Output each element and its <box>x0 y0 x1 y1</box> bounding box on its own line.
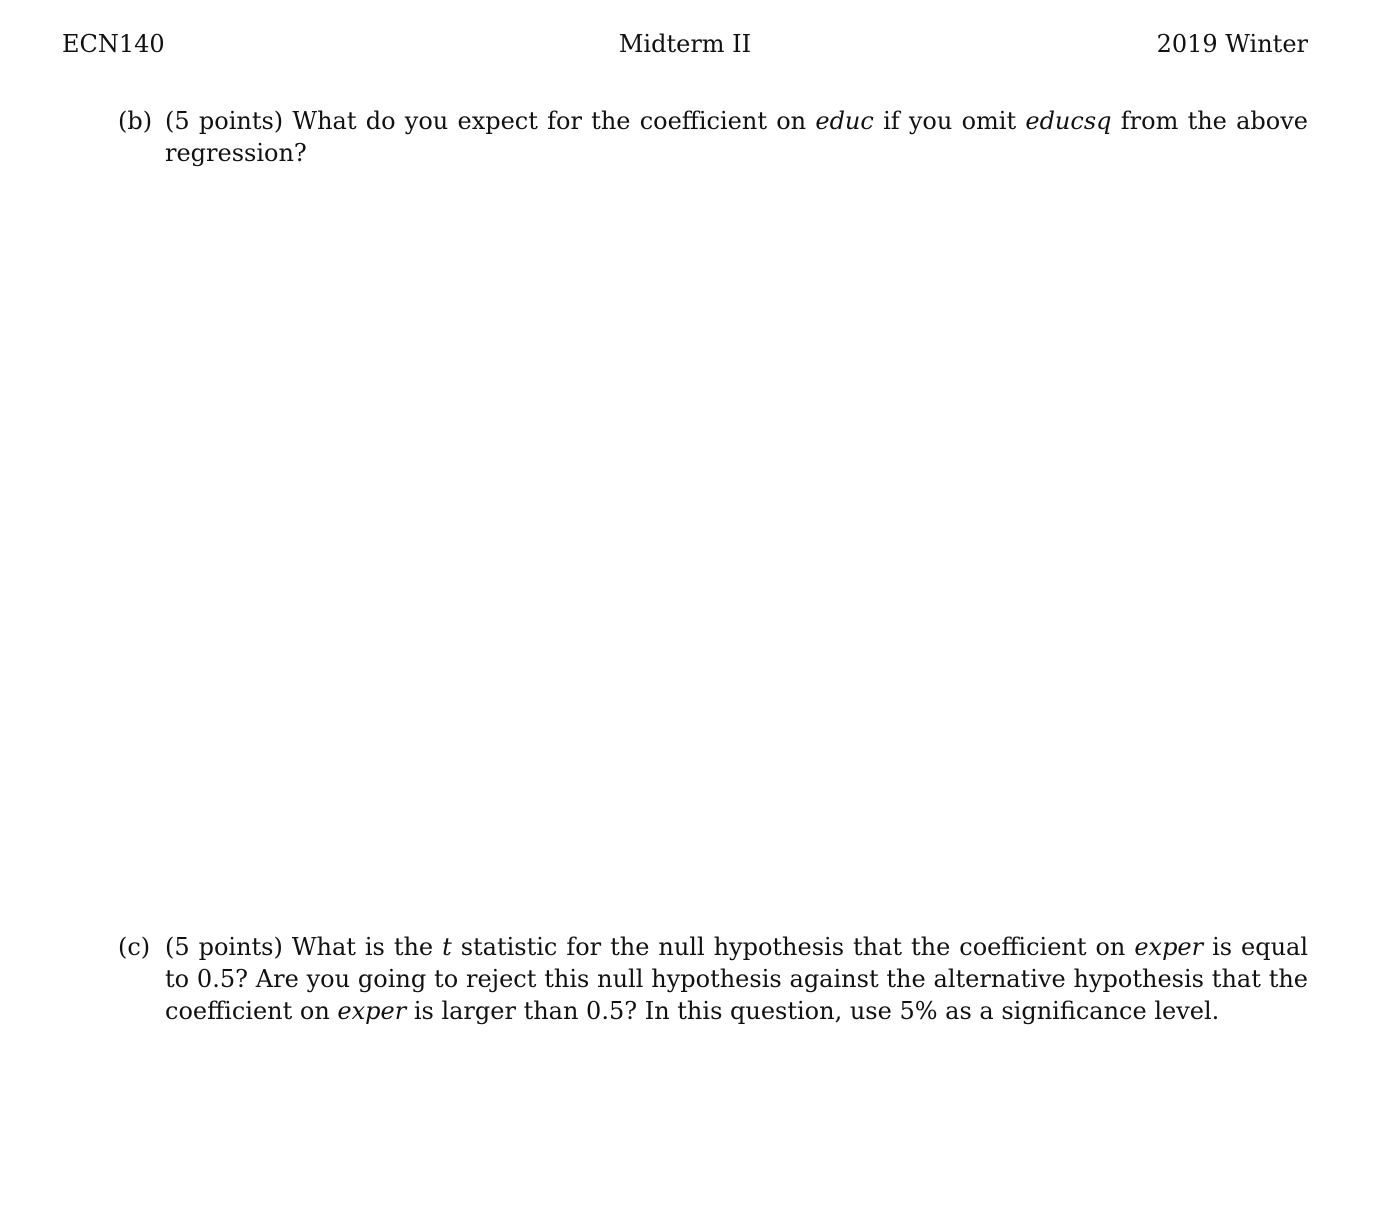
exam-term: 2019 Winter <box>1156 30 1308 58</box>
course-code: ECN140 <box>62 30 165 58</box>
question-text <box>165 931 1308 1027</box>
question-part: What do you expect for the coefficient on <box>283 107 816 135</box>
question-points: (5 points) <box>165 107 284 135</box>
question-part: is larger than 0.5? In this question, use 5% as a significance level. <box>406 997 1220 1025</box>
question-b <box>118 105 1308 169</box>
question-c <box>118 931 1308 1027</box>
exam-title: Midterm II <box>618 30 752 58</box>
question-part: from the above regression? <box>165 107 1308 167</box>
question-points: (5 points) <box>165 933 283 961</box>
question-label: (b) <box>118 107 153 135</box>
question-part: What is the <box>282 933 443 961</box>
variable-name: educ <box>815 107 874 135</box>
page-header <box>62 28 1308 60</box>
variable-name: t <box>442 933 452 961</box>
variable-name: educsq <box>1025 107 1112 135</box>
question-label: (c) <box>118 933 151 961</box>
question-text <box>165 105 1308 169</box>
question-part: is equal to 0.5? Are you going to reject this null hypothesis against the alternative hypothesis that the coefficient on <box>165 933 1309 1025</box>
variable-name: exper <box>337 997 407 1025</box>
variable-name: exper <box>1134 933 1204 961</box>
question-part: statistic for the null hypothesis that the coefficient on <box>451 933 1135 961</box>
question-part: if you omit <box>873 107 1026 135</box>
